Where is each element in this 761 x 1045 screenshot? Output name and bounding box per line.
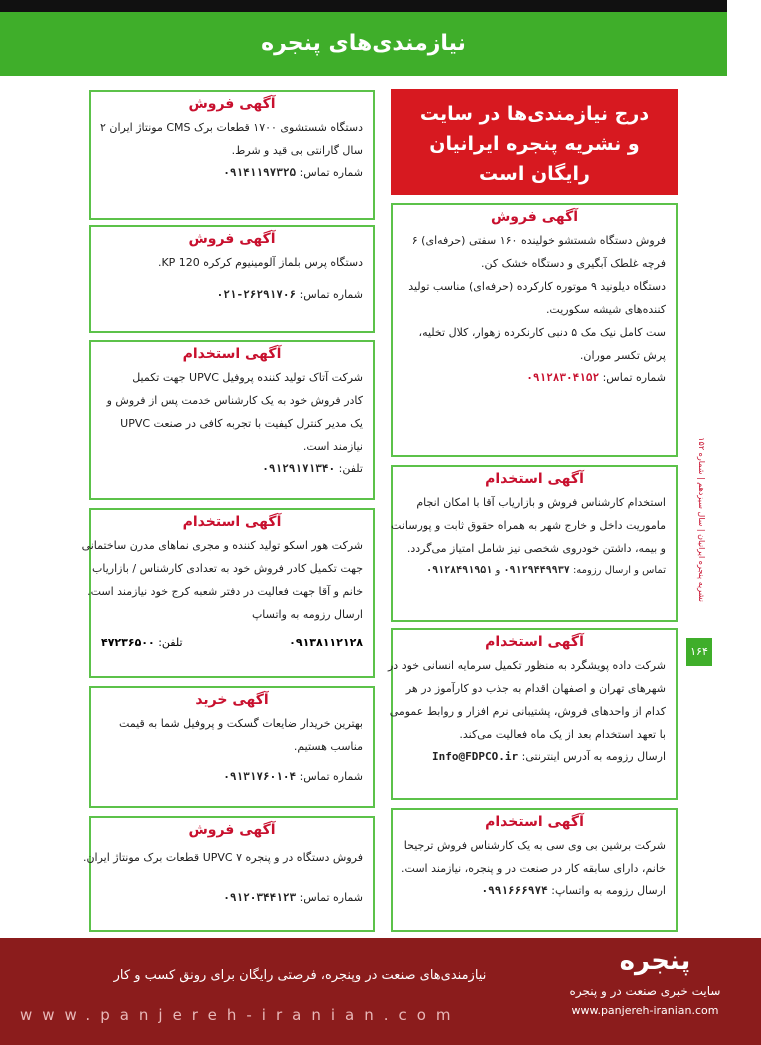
contact-label: تماس و ارسال رزومه: <box>572 565 666 576</box>
contact-label: تلفن: <box>158 636 183 649</box>
contact-phone: ۰۹۱۲۹۴۴۹۹۳۷ <box>503 565 570 576</box>
ad-card-sale-cms <box>89 90 375 220</box>
ad-line: مناسب هستیم. <box>293 740 363 753</box>
ad-title: آگهی استخدام <box>182 514 282 530</box>
ad-line: فرچه غلطک آبگیری و دستگاه خشک کن. <box>481 257 666 270</box>
page-title: نیازمندی‌های پنجره <box>261 31 466 56</box>
ad-contact <box>101 458 363 480</box>
contact-phone: ۰۹۱۴۱۱۹۷۳۲۵ <box>223 166 297 179</box>
ad-card-buy <box>89 686 375 808</box>
ad-title: آگهی استخدام <box>485 814 584 830</box>
ad-card-sale-washer <box>391 203 678 457</box>
ad-card-hire-hooresco <box>81 508 375 678</box>
ad-line: دستگاه دیلونید ۹ موتوره کارکرده (حرفه‌ای) مناسب تولید <box>408 280 666 293</box>
ad-line: با تعهد استخدام بعد از یک ماه فعالیت می‌کند. <box>459 728 666 741</box>
contact-sep: و <box>495 565 501 576</box>
ad-line: خانم، دارای سابقه کار در صنعت در و پنجره، نیازمند است. <box>401 862 666 875</box>
ad-line: شرکت داده پویشگرد به منظور تکمیل سرمایه انسانی خود در <box>388 659 666 672</box>
ad-title: آگهی فروش <box>188 96 276 112</box>
ad-line: فروش دستگاه در و پنجره UPVC ۷ قطعات برک مونتاژ ایران. <box>82 851 363 864</box>
ad-contact <box>403 367 666 389</box>
ad-line: یک مدیر کنترل کیفیت با تجربه کافی در صنعت UPVC <box>120 417 363 430</box>
ad-contact <box>101 284 363 306</box>
brand-logo: پنجره <box>619 946 691 976</box>
promo-line: رایگان است <box>479 163 590 185</box>
brand-url[interactable]: www.panjereh-iranian.com <box>571 1004 719 1017</box>
ad-line: نیازمند است. <box>302 440 363 453</box>
ad-contact <box>101 632 363 654</box>
ad-line: کادر فروش خود به یک کارشناس خدمت پس از فروش و <box>106 394 363 407</box>
ad-line: فروش دستگاه شستشو خولینده ۱۶۰ سفتی (حرفه‌ای) ۶ <box>411 234 666 247</box>
ad-contact <box>101 162 363 184</box>
contact-label: ارسال رزومه به آدرس اینترنتی: <box>521 750 666 763</box>
ad-line: ماموریت داخل و خارج شهر به همراه حقوق ثابت و پورسانت <box>391 519 666 532</box>
contact-label: شماره تماس: <box>299 770 363 783</box>
ad-line: شرکت آتاک تولید کننده پروفیل UPVC جهت تکمیل <box>132 371 363 384</box>
ad-contact <box>101 887 363 909</box>
promo-line: و نشریه پنجره ایرانیان <box>429 133 640 155</box>
contact-phone: ۰۹۹۱۶۶۶۹۷۴ <box>481 884 548 897</box>
ad-line: پرش تکسر موران. <box>579 349 666 362</box>
promo-line: درج نیازمندی‌ها در سایت <box>419 103 650 125</box>
promo-banner <box>391 89 678 195</box>
ad-line: بهترین خریدار ضایعات گسکت و پروفیل شما به قیمت <box>119 717 363 730</box>
ad-line: ست کامل نیک مک ۵ دنبی کارنکرده زهوار، کلال تخلیه، <box>418 326 666 339</box>
ad-contact <box>403 746 666 768</box>
footer-url[interactable]: www.panjereh-iranian.com <box>20 1006 461 1024</box>
ad-card-sale-press <box>89 225 375 333</box>
ad-line: کدام از واحدهای فروش، پشتیبانی نرم افزار و روابط عمومی <box>389 705 666 718</box>
contact-phone: ۰۹۱۳۱۷۶۰۱۰۴ <box>223 770 297 783</box>
ad-line: دستگاه پرس بلماز آلومینیوم کرکره KP 120. <box>157 256 363 269</box>
contact-label: شماره تماس: <box>299 288 363 301</box>
ad-title: آگهی خرید <box>195 692 269 708</box>
ad-line: دستگاه شستشوی ۱۷۰۰ قطعات برک CMS مونتاژ ایران ۲ <box>100 121 363 134</box>
side-issue-text: نشریه پنجره ایرانیان | سال سیزدهم | شماره ۱۵۲ <box>697 437 706 602</box>
ad-contact <box>101 766 363 788</box>
ad-contact <box>403 880 666 902</box>
ad-line: شرکت هور اسکو تولید کننده و مجری نماهای مدرن ساختمانی <box>81 539 363 552</box>
brand-subtitle: سایت خبری صنعت در و پنجره <box>569 984 721 998</box>
contact-label: ارسال رزومه به واتساپ: <box>551 884 666 897</box>
ad-title: آگهی فروش <box>188 231 276 247</box>
ad-card-hire-sales <box>391 465 678 622</box>
contact-phone: ۴۷۲۳۶۵۰۰ <box>101 636 155 649</box>
ad-contact <box>403 560 666 582</box>
ad-line: جهت تکمیل کادر فروش خود به تعدادی کارشناس / بازاریاب <box>92 562 363 575</box>
ad-title: آگهی فروش <box>490 209 579 225</box>
ad-line: شرکت برشین بی وی سی به یک کارشناس فروش ترجیحا <box>403 839 666 852</box>
ad-card-hire-barshin <box>391 808 678 932</box>
ad-title: آگهی استخدام <box>485 471 584 487</box>
contact-label: شماره تماس: <box>602 371 666 384</box>
contact-phone: ۰۹۱۲۸۳۰۴۱۵۲ <box>526 371 600 384</box>
ad-card-hire-atak <box>89 340 375 500</box>
contact-phone: ۰۲۱-۲۶۲۹۱۷۰۶ <box>216 288 297 301</box>
contact-phone-2: ۰۹۱۲۸۴۹۱۹۵۱ <box>426 565 493 576</box>
contact-phone: ۰۹۱۲۹۱۷۱۳۴۰ <box>262 462 336 475</box>
ad-card-hire-fdpco <box>388 628 678 800</box>
ad-line: ارسال رزومه به واتساپ <box>251 608 363 621</box>
ad-title: آگهی استخدام <box>485 634 584 650</box>
ad-title: آگهی استخدام <box>182 346 282 362</box>
ad-line: خانم و آقا جهت فعالیت در دفتر شعبه کرج خود نیازمند است. <box>87 585 363 598</box>
top-black-bar <box>0 0 727 12</box>
ad-line: سال گارانتی بی قید و شرط. <box>231 144 363 157</box>
footer-tagline: نیازمندی‌های صنعت در وپنجره، فرصتی رایگان برای رونق کسب و کار <box>113 968 487 983</box>
contact-email[interactable]: Info@FDPCO.ir <box>432 750 519 763</box>
ad-line: شهرهای تهران و اصفهان اقدام به جذب دو کارآموز در هر <box>405 682 666 695</box>
page-number: ۱۶۴ <box>686 638 712 666</box>
contact-label: شماره تماس: <box>299 166 363 179</box>
ad-card-sale-upvc <box>82 816 375 932</box>
ad-line: و بیمه، داشتن خودروی شخصی نیز شامل امتیاز می‌گردد. <box>406 542 666 555</box>
ad-line: استخدام کارشناس فروش و بازاریاب آقا با امکان انجام <box>416 496 666 509</box>
ad-line: کننده‌های شیشه سکوریت. <box>545 303 666 316</box>
contact-label: تلفن: <box>338 462 363 475</box>
contact-phone: ۰۹۱۲۰۳۴۴۱۲۳ <box>223 891 297 904</box>
ad-title: آگهی فروش <box>188 822 276 838</box>
contact-mobile: ۰۹۱۳۸۱۱۲۱۲۸ <box>289 636 363 649</box>
contact-label: شماره تماس: <box>299 891 363 904</box>
